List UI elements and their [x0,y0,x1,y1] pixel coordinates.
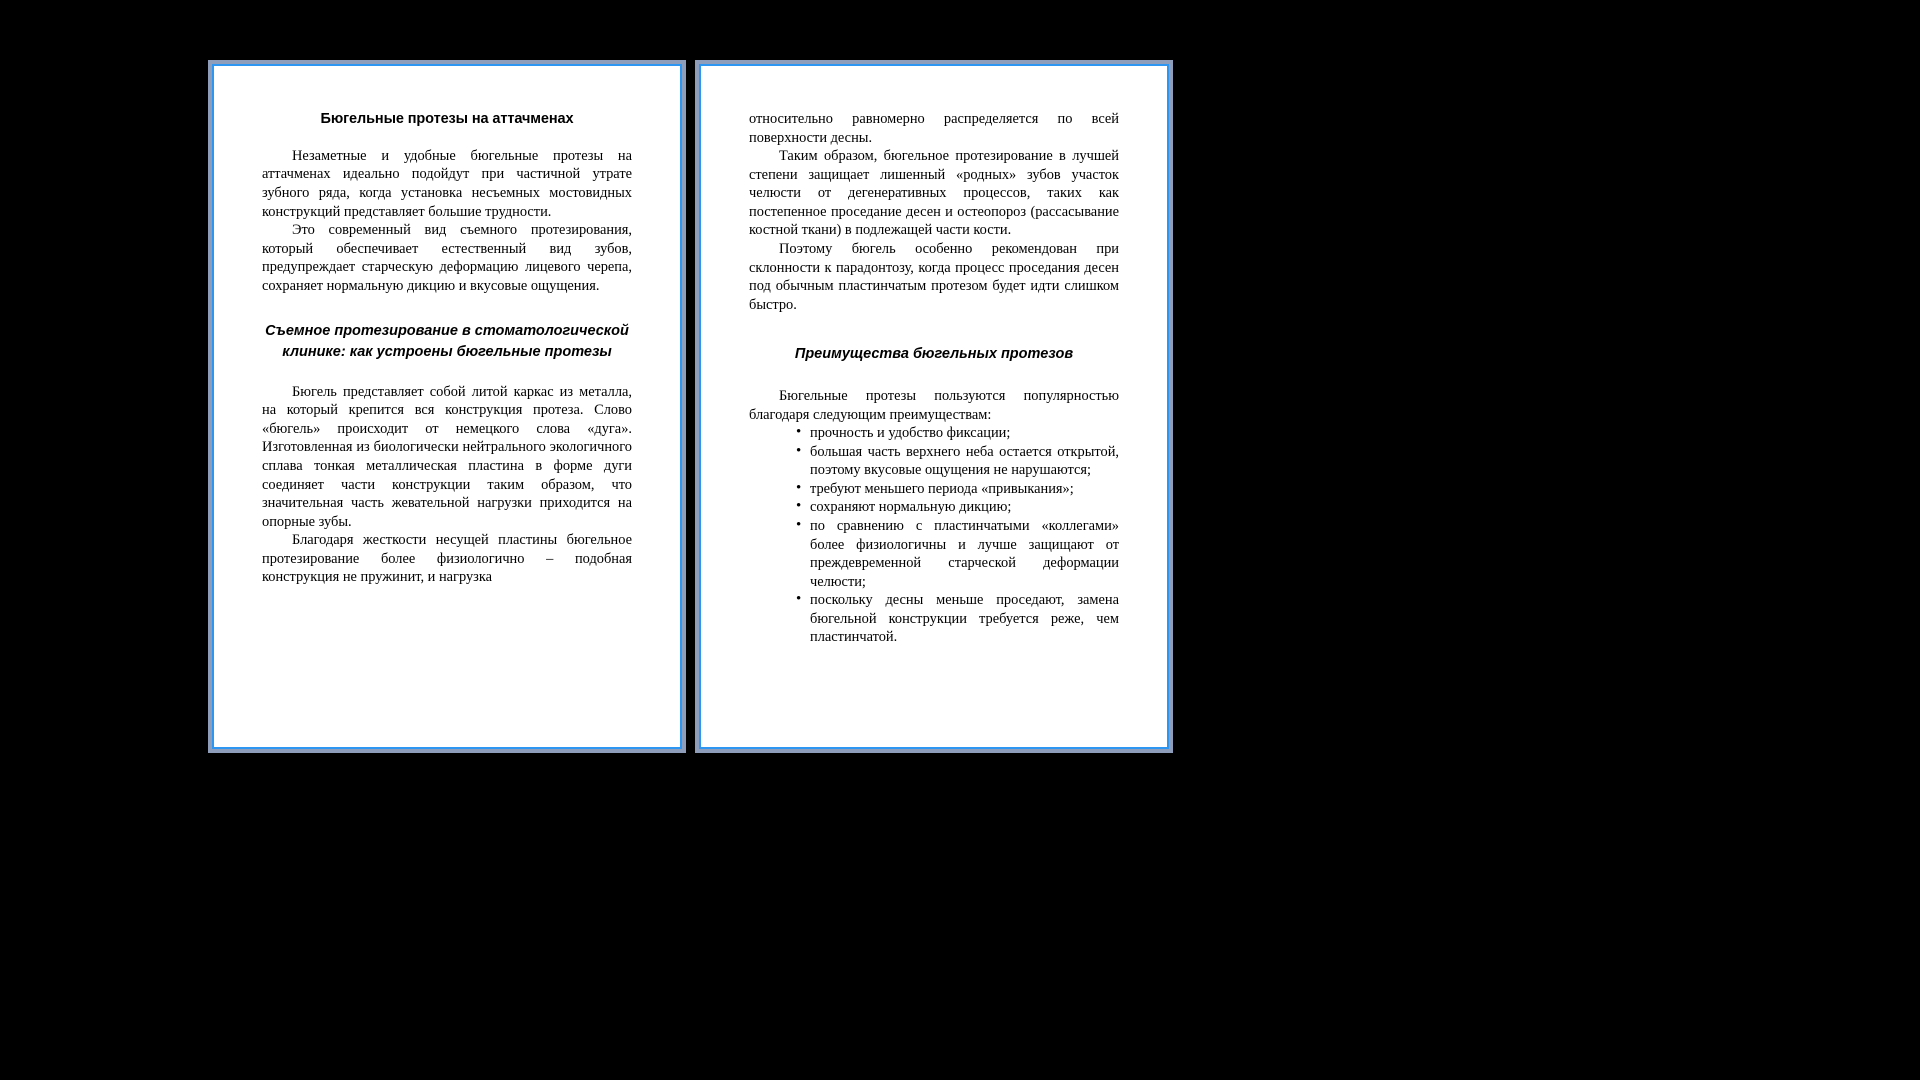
paragraph-body-2: Благодаря жесткости несущей пластины бюгельное протезирование более физиологично – подобная конструкция не пружинит, и нагрузка [262,532,632,586]
section-heading-advantages: Преимущества бюгельных протезов [794,346,1074,363]
paragraph-intro-2: Это современный вид съемного протезирования, который обеспечивает естественный вид зубов, предупреждает старческую деформацию лицевого черепа, сохраняет нормальную дикцию и вкусовые ощущения. [262,222,632,294]
paragraph-thus: Таким образом, бюгельное протезирование в лучшей степени защищает лишенный «родных» зубов участок челюсти от дегенеративных процессов, таких как постепенное проседание десен и остеопороз (рассасывание костной ткани) в подлежащей части кости. [749,148,1119,239]
page-title: Бюгельные протезы на аттачменах [320,111,574,127]
list-item: • требуют меньшего периода «привыкания»; [796,480,1119,499]
document-page-left[interactable] [208,60,686,753]
paragraph-advantages-intro: Бюгельные протезы пользуются популярностью благодаря следующим преимуществам: [749,387,1119,423]
page-left-content [212,64,682,749]
list-item: • большая часть верхнего неба остается открытой, поэтому вкусовые ощущения не нарушаются; [796,443,1119,480]
paragraph-continuation: относительно равномерно распределяется по всей поверхности десны. [749,111,1119,146]
page-right-content [699,64,1169,749]
advantages-list [749,424,1119,647]
list-item: • прочность и удобство фиксации; [796,424,1119,443]
document-page-right[interactable] [695,60,1173,753]
document-viewport[interactable] [208,60,1174,753]
list-item: • поскольку десны меньше проседают, замена бюгельной конструкции требуется реже, чем пластинчатой. [796,591,1119,647]
paragraph-body-1: Бюгель представляет собой литой каркас из металла, на который крепится вся конструкция протеза. Слово «бюгель» происходит от немецкого слова «дуга». Изготовленная из биологически нейтрального экологичного сплава тонкая металлическая пластина в форме дуги соединяет части конструкции таким образом, что значительная часть жевательной нагрузки приходится на опорные зубы. [262,383,632,530]
list-item: • по сравнению с пластинчатыми «коллегами» более физиологичны и лучше защищают от преждевременной старческой деформации челюсти; [796,517,1119,591]
paragraph-therefore: Поэтому бюгель особенно рекомендован при склонности к парадонтозу, когда процесс проседания десен под обычным пластинчатым протезом будет идти слишком быстро. [749,241,1119,313]
section-heading-removable-prosthetics: Съемное протезирование в стоматологической клинике: как устроены бюгельные протезы [265,323,629,361]
list-item: • сохраняют нормальную дикцию; [796,498,1119,517]
paragraph-intro-1: Незаметные и удобные бюгельные протезы на аттачменах идеально подойдут при частичной утрате зубного ряда, когда установка несъемных мостовидных конструкций представляет большие трудности. [262,147,632,220]
